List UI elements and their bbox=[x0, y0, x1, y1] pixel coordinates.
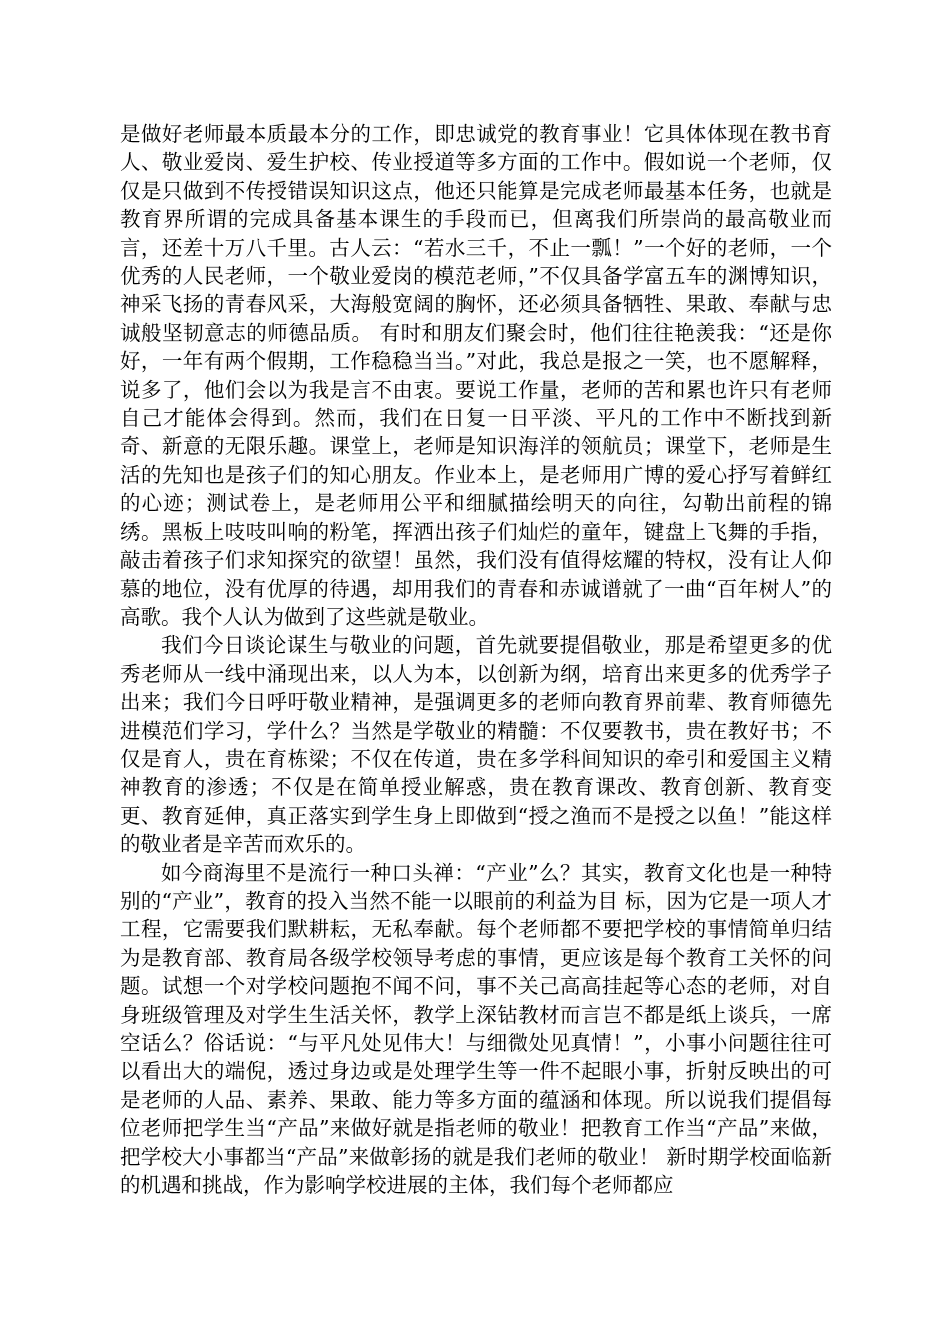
body-paragraph-3: 如今商海里不是流行一种口头禅：“产业”么？其实，教育文化也是一种特别的“产业”，教育的投入当然不能一以眼前的利益为目 标，因为它是一项人才工程，它需要我们默耕耘，无私奉献。每个老师都不要把学校的事情简单归结为是教育部、教育局各级学校领导考虑的事情，更应该是每个教育工关怀的问题。试想一个对学校问题抱不闻不问，事不关己高高挂起等心态的老师，对自身班级管理及对学生生活关怀，教学上深钻教材而言岂不都是纸上谈兵，一席空话么？俗话说：“与平凡处见伟大！与细微处见真情！”，小事小问题往往可以看出大的端倪，透过身边或是处理学生等一件不起眼小事，折射反映出的可是老师的人品、素养、果敢、能力等多方面的蕴涵和体现。所以说我们提倡每位老师把学生当“产品”来做好就是指老师的敬业！把教育工作当“产品”来做，把学校大小事都当“产品”来做彰扬的就是我们老师的敬业！ 新时期学校面临新的机遇和挑战，作为影响学校进展的主体，我们每个老师都应 bbox=[120, 860, 832, 1198]
body-paragraph-1: 是做好老师最本质最本分的工作，即忠诚党的教育事业！它具体体现在教书育人、敬业爱岗、爱生护校、传业授道等多方面的工作中。假如说一个老师，仅仅是只做到不传授错误知识这点，他还只能算是完成老师最基本任务，也就是教育界所谓的完成具备基本课生的手段而已，但离我们所崇尚的最高敬业而言，还差十万八千里。古人云：“若水三千，不止一瓢！”一个好的老师，一个优秀的人民老师，一个敬业爱岗的模范老师，”不仅具备学富五车的渊博知识，神采飞扬的青春风采，大海般宽阔的胸怀，还必须具备牺牲、果敢、奉献与忠诚般坚韧意志的师德品质。 有时和朋友们聚会时，他们往往艳羡我：“还是你好，一年有两个假期，工作稳稳当当。”对此，我总是报之一笑，也不愿解释，说多了，他们会以为我是言不由衷。要说工作量，老师的苦和累也许只有老师自己才能体会得到。然而，我们在日复一日平淡、平凡的工作中不断找到新奇、新意的无限乐趣。课堂上，老师是知识海洋的领航员；课堂下，老师是生活的先知也是孩子们的知心朋友。作业本上，是老师用广博的爱心抒写着鲜红的心迹；测试卷上，是老师用公平和细腻描绘明天的向往，勾勒出前程的锦绣。黑板上吱吱叫响的粉笔，挥洒出孩子们灿烂的童年，键盘上飞舞的手指，敲击着孩子们求知探究的欲望！虽然，我们没有值得炫耀的特权，没有让人仰慕的地位，没有优厚的待遇，却用我们的青春和赤诚谱就了一曲“百年树人”的高歌。我个人认为做到了这些就是敬业。 bbox=[120, 122, 832, 629]
body-paragraph-2: 我们今日谈论谋生与敬业的问题，首先就要提倡敬业，那是希望更多的优秀老师从一线中涌现出来，以人为本，以创新为纲，培育出来更多的优秀学子出来；我们今日呼吁敬业精神，是强调更多的老师向教育界前辈、教育师德先进模范们学习，学什么？当然是学敬业的精髓：不仅要教书，贵在教好书；不仅是育人，贵在育栋梁；不仅在传道，贵在多学科间知识的牵引和爱国主义精神教育的渗透；不仅是在简单授业解惑，贵在教育课改、教育创新、教育变更、教育延伸，真正落实到学生身上即做到“授之渔而不是授之以鱼！”能这样的敬业者是辛苦而欢乐的。 bbox=[120, 633, 832, 857]
document-page bbox=[120, 120, 832, 1199]
